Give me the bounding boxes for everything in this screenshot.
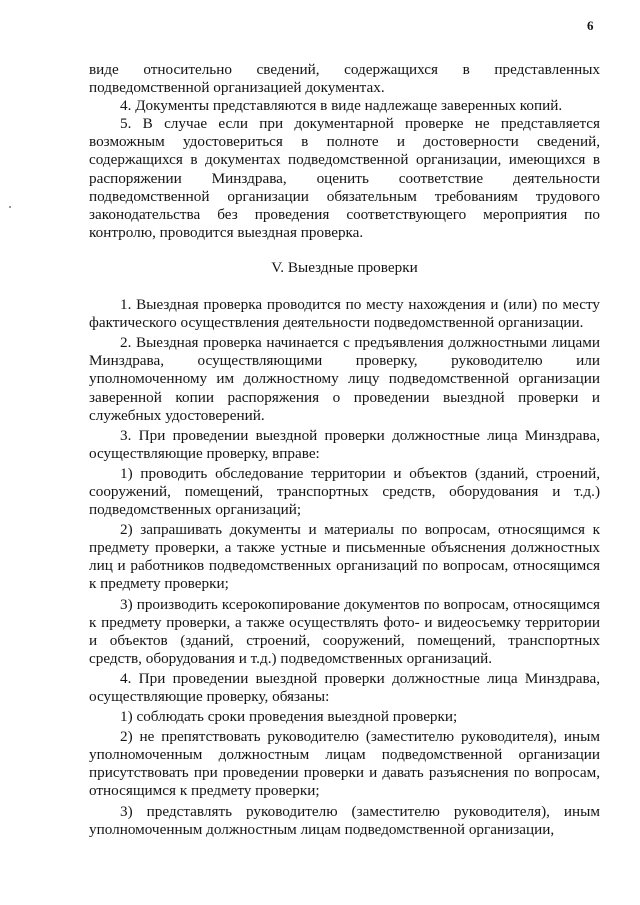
list-item-right-3: 3) производить ксерокопирование документов по вопросам, относящимся к предмету проверки, а также осуществлять фото- и видеосъемку территории и объектов (зданий, строений, сооружений, помещений, транспортных средств, оборудования и т.д.) подведомственных организаций. xyxy=(89,595,600,667)
list-item-right-1: 1) проводить обследование территории и объектов (зданий, строений, сооружений, помещений, транспортных средств, оборудования и т.д.) подведомственных организаций; xyxy=(89,464,600,519)
section-heading: V. Выездные проверки xyxy=(271,258,418,276)
paragraph-section5-item-2: 2. Выездная проверка начинается с предъявления должностными лицами Минздрава, осуществляющими проверку, руководителю или уполномоченному им должностному лицу подведомственной организации заверенной копии распоряжения о проведении выездной проверки и служебных удостоверений. xyxy=(89,334,600,424)
scan-artifact-dot xyxy=(9,206,11,208)
document-body xyxy=(89,61,600,839)
paragraph-item-5: 5. В случае если при документарной проверке не представляется возможным удостовериться в полноте и достоверности сведений, содержащихся в документах подведомственной организации, имеющихся в распоряжении Минздрава, оценить соответствие деятельности подведомственной организации обязательным требованиям трудового законодательства без проведения соответствующего мероприятия по контролю, проводится выездная проверка. xyxy=(89,115,600,241)
list-item-right-2: 2) запрашивать документы и материалы по вопросам, относящимся к предмету проверки, а также устные и письменные объяснения должностных лиц и работников подведомственных организаций по вопросам, относящимся к предмету проверки; xyxy=(89,521,600,593)
page-number: 6 xyxy=(587,18,594,33)
paragraph-item-4: 4. Документы представляются в виде надлежаще заверенных копий. xyxy=(120,97,563,115)
list-item-duty-1: 1) соблюдать сроки проведения выездной проверки; xyxy=(120,708,458,726)
paragraph-section5-item-4: 4. При проведении выездной проверки должностные лица Минздрава, осуществляющие проверку, обязаны: xyxy=(89,669,600,705)
paragraph-section5-item-1: 1. Выездная проверка проводится по месту нахождения и (или) по месту фактического осуществления деятельности подведомственной организации. xyxy=(89,296,600,332)
list-item-duty-3: 3) представлять руководителю (заместителю руководителя), иным уполномоченным должностным лицам подведомственной организации, xyxy=(89,802,600,838)
paragraph-continuation: виде относительно сведений, содержащихся в представленных подведомственной организацией документах. xyxy=(89,61,600,97)
list-item-duty-2: 2) не препятствовать руководителю (заместителю руководителя), иным уполномоченным должностным лицам подведомственной организации присутствовать при проведении проверки и давать разъяснения по вопросам, относящимся к предмету проверки; xyxy=(89,728,600,800)
paragraph-section5-item-3: 3. При проведении выездной проверки должностные лица Минздрава, осуществляющие проверку, вправе: xyxy=(89,426,600,462)
